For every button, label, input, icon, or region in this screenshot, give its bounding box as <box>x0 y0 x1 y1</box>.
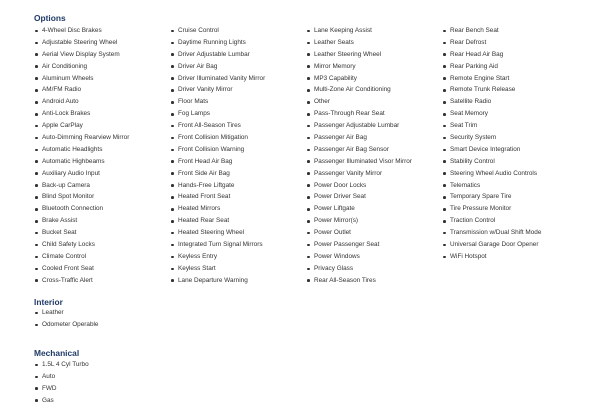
list-item: Aerial View Display System <box>34 49 129 61</box>
list-item: Automatic Headlights <box>34 144 129 156</box>
options-column-3 <box>306 25 412 287</box>
list-item: Driver Adjustable Lumbar <box>170 49 265 61</box>
interior-title: Interior <box>34 297 63 307</box>
list-item: Heated Front Seat <box>170 191 265 203</box>
list-item: Cruise Control <box>170 25 265 37</box>
list-item: Temporary Spare Tire <box>442 191 541 203</box>
mechanical-title: Mechanical <box>34 348 80 358</box>
list-item: Universal Garage Door Opener <box>442 239 541 251</box>
mechanical-list <box>34 359 89 407</box>
options-column-4 <box>442 25 541 263</box>
list-item: Front Side Air Bag <box>170 168 265 180</box>
list-item: Security System <box>442 132 541 144</box>
list-item: Remote Trunk Release <box>442 84 541 96</box>
list-item: Floor Mats <box>170 96 265 108</box>
list-item: Satellite Radio <box>442 96 541 108</box>
list-item: Auxiliary Audio Input <box>34 168 129 180</box>
list-item: Seat Memory <box>442 108 541 120</box>
list-item: Daytime Running Lights <box>170 37 265 49</box>
list-item: Other <box>306 96 412 108</box>
list-item: Power Liftgate <box>306 203 412 215</box>
list-item: Smart Device Integration <box>442 144 541 156</box>
list-item: FWD <box>34 383 89 395</box>
list-item: Keyless Entry <box>170 251 265 263</box>
list-item: Air Conditioning <box>34 61 129 73</box>
list-item: Seat Trim <box>442 120 541 132</box>
list-item: Passenger Air Bag <box>306 132 412 144</box>
interior-list <box>34 307 98 331</box>
list-item: Hands-Free Liftgate <box>170 180 265 192</box>
list-item: Traction Control <box>442 215 541 227</box>
list-item: Cooled Front Seat <box>34 263 129 275</box>
list-item: Mirror Memory <box>306 61 412 73</box>
list-item: Front Head Air Bag <box>170 156 265 168</box>
list-item: Front Collision Mitigation <box>170 132 265 144</box>
list-item: Driver Air Bag <box>170 61 265 73</box>
list-item: Fog Lamps <box>170 108 265 120</box>
list-item: Auto-Dimming Rearview Mirror <box>34 132 129 144</box>
options-title: Options <box>34 13 66 23</box>
list-item: Blind Spot Monitor <box>34 191 129 203</box>
list-item: Lane Departure Warning <box>170 275 265 287</box>
list-item: Rear Head Air Bag <box>442 49 541 61</box>
list-item: Passenger Adjustable Lumbar <box>306 120 412 132</box>
list-item: Passenger Vanity Mirror <box>306 168 412 180</box>
list-item: Leather Steering Wheel <box>306 49 412 61</box>
list-item: Rear Bench Seat <box>442 25 541 37</box>
list-item: Climate Control <box>34 251 129 263</box>
list-item: Back-up Camera <box>34 180 129 192</box>
list-item: MP3 Capability <box>306 73 412 85</box>
list-item: Odometer Operable <box>34 319 98 331</box>
list-item: 4-Wheel Disc Brakes <box>34 25 129 37</box>
list-item: Multi-Zone Air Conditioning <box>306 84 412 96</box>
list-item: Driver Vanity Mirror <box>170 84 265 96</box>
list-item: Transmission w/Dual Shift Mode <box>442 227 541 239</box>
list-item: Rear Defrost <box>442 37 541 49</box>
list-item: Keyless Start <box>170 263 265 275</box>
list-item: Bucket Seat <box>34 227 129 239</box>
list-item: Android Auto <box>34 96 129 108</box>
list-item: Apple CarPlay <box>34 120 129 132</box>
list-item: Front Collision Warning <box>170 144 265 156</box>
list-item: Power Driver Seat <box>306 191 412 203</box>
list-item: Brake Assist <box>34 215 129 227</box>
list-item: AM/FM Radio <box>34 84 129 96</box>
list-item: Cross-Traffic Alert <box>34 275 129 287</box>
list-item: WiFi Hotspot <box>442 251 541 263</box>
list-item: Gas <box>34 395 89 407</box>
options-column-2 <box>170 25 265 287</box>
list-item: Lane Keeping Assist <box>306 25 412 37</box>
list-item: Heated Rear Seat <box>170 215 265 227</box>
list-item: Automatic Highbeams <box>34 156 129 168</box>
list-item: Pass-Through Rear Seat <box>306 108 412 120</box>
list-item: Power Mirror(s) <box>306 215 412 227</box>
options-column-1 <box>34 25 129 287</box>
list-item: Driver Illuminated Vanity Mirror <box>170 73 265 85</box>
list-item: Power Door Locks <box>306 180 412 192</box>
list-item: Adjustable Steering Wheel <box>34 37 129 49</box>
list-item: Auto <box>34 371 89 383</box>
list-item: Remote Engine Start <box>442 73 541 85</box>
list-item: Heated Mirrors <box>170 203 265 215</box>
list-item: Power Windows <box>306 251 412 263</box>
list-item: 1.5L 4 Cyl Turbo <box>34 359 89 371</box>
list-item: Steering Wheel Audio Controls <box>442 168 541 180</box>
list-item: Bluetooth Connection <box>34 203 129 215</box>
list-item: Child Safety Locks <box>34 239 129 251</box>
list-item: Heated Steering Wheel <box>170 227 265 239</box>
list-item: Passenger Air Bag Sensor <box>306 144 412 156</box>
list-item: Anti-Lock Brakes <box>34 108 129 120</box>
list-item: Power Outlet <box>306 227 412 239</box>
list-item: Leather <box>34 307 98 319</box>
list-item: Passenger Illuminated Visor Mirror <box>306 156 412 168</box>
list-item: Tire Pressure Monitor <box>442 203 541 215</box>
list-item: Rear All-Season Tires <box>306 275 412 287</box>
list-item: Aluminum Wheels <box>34 73 129 85</box>
list-item: Front All-Season Tires <box>170 120 265 132</box>
list-item: Integrated Turn Signal Mirrors <box>170 239 265 251</box>
list-item: Rear Parking Aid <box>442 61 541 73</box>
list-item: Privacy Glass <box>306 263 412 275</box>
list-item: Telematics <box>442 180 541 192</box>
list-item: Power Passenger Seat <box>306 239 412 251</box>
list-item: Stability Control <box>442 156 541 168</box>
list-item: Leather Seats <box>306 37 412 49</box>
